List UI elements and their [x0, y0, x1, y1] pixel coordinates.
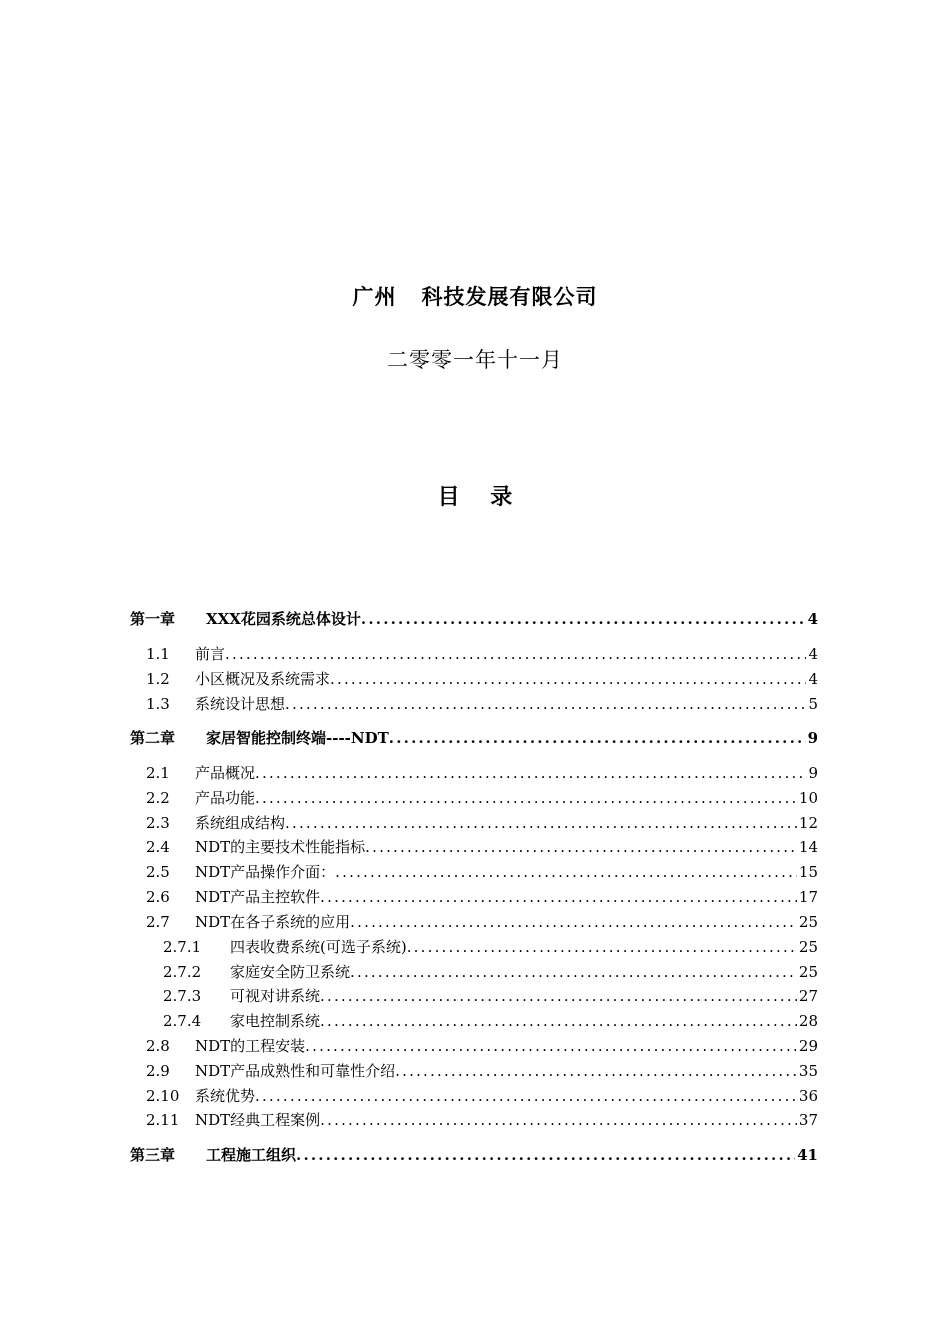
toc-entry-page-number: 28: [798, 1012, 818, 1030]
toc-entry-label: 工程施工组织: [206, 1146, 297, 1164]
toc-entry[interactable]: [130, 962, 818, 982]
toc-entry-page-number: 5: [808, 695, 818, 713]
toc-entry[interactable]: [130, 1036, 818, 1056]
toc-entry[interactable]: [130, 1110, 818, 1130]
toc-entry[interactable]: [130, 669, 818, 689]
toc-dot-leader: [350, 962, 797, 982]
toc-entry-number: 第一章: [130, 610, 176, 628]
toc-entry-number: 1.1: [146, 645, 170, 663]
toc-dot-leader: [320, 887, 797, 907]
toc-entry-page-number: 27: [798, 987, 818, 1005]
toc-entry-label: 系统设计思想: [195, 695, 286, 713]
document-date: 二零零一年十一月: [387, 348, 563, 372]
toc-dot-leader: [225, 644, 806, 664]
toc-entry[interactable]: [130, 813, 818, 833]
toc-entry-page-number: 29: [798, 1037, 818, 1055]
toc-entry-number: 2.7.3: [163, 987, 202, 1005]
toc-entry-number: 第二章: [130, 729, 176, 747]
toc-entry-number: 1.2: [146, 670, 170, 688]
toc-entry[interactable]: [130, 887, 818, 907]
toc-entry-number: 2.6: [146, 888, 170, 906]
toc-entry-label: 系统优势: [195, 1087, 256, 1105]
toc-entry-label: 家庭安全防卫系统: [230, 963, 351, 981]
toc-entry-label: 产品概况: [195, 764, 256, 782]
toc-entry-label: NDT经典工程案例: [195, 1111, 321, 1129]
toc-dot-leader: [361, 609, 806, 629]
toc-entry-label: NDT的主要技术性能指标: [195, 838, 366, 856]
toc-entry-page-number: 35: [798, 1062, 818, 1080]
toc-heading: 目 录: [437, 485, 513, 510]
toc-entry[interactable]: [130, 1011, 818, 1031]
toc-entry-label: 小区概况及系统需求: [195, 670, 331, 688]
toc-entry[interactable]: [130, 644, 818, 664]
toc-entry[interactable]: [130, 788, 818, 808]
toc-dot-leader: [365, 837, 797, 857]
toc-dot-leader: [320, 1011, 797, 1031]
toc-entry-number: 2.7.1: [163, 938, 202, 956]
toc-dot-leader: [305, 1036, 797, 1056]
toc-entry-number: 2.1: [146, 764, 170, 782]
toc-entry-number: 2.2: [146, 789, 170, 807]
toc-entry-page-number: 10: [798, 789, 818, 807]
toc-entry-page-number: 4: [808, 645, 818, 663]
toc-entry-label: NDT在各子系统的应用: [195, 913, 351, 931]
toc-chapter-entry[interactable]: [130, 609, 818, 629]
toc-entry-page-number: 25: [798, 963, 818, 981]
toc-entry-page-number: 41: [797, 1146, 818, 1164]
toc-dot-leader: [330, 669, 806, 689]
toc-entry-number: 2.7: [146, 913, 170, 931]
toc-dot-leader: [320, 1110, 797, 1130]
company-name: 广州 科技发展有限公司: [352, 285, 598, 309]
toc-dot-leader: [350, 912, 797, 932]
toc-entry-label: 家电控制系统: [230, 1012, 321, 1030]
toc-chapter-entry[interactable]: [130, 1145, 818, 1165]
toc-entry[interactable]: [130, 937, 818, 957]
toc-entry-label: 前言: [195, 645, 226, 663]
toc-entry-label: XXX花园系统总体设计: [206, 610, 361, 628]
toc-entry[interactable]: [130, 862, 818, 882]
toc-chapter-entry[interactable]: [130, 728, 818, 748]
toc-dot-leader: [389, 728, 806, 748]
toc-dot-leader: [285, 813, 797, 833]
toc-entry-number: 2.8: [146, 1037, 170, 1055]
toc-entry-page-number: 14: [798, 838, 818, 856]
toc-dot-leader: [255, 1086, 797, 1106]
toc-entry-label: 四表收费系统(可选子系统): [230, 938, 407, 956]
toc-entry-label: 家居智能控制终端----NDT: [206, 729, 389, 747]
toc-entry-page-number: 25: [798, 913, 818, 931]
toc-entry-number: 2.4: [146, 838, 170, 856]
toc-entry-page-number: 9: [807, 729, 818, 747]
toc-entry-number: 2.7.2: [163, 963, 202, 981]
toc-entry-page-number: 17: [798, 888, 818, 906]
toc-entry-label: NDT产品操作介面：: [195, 863, 336, 881]
toc-entry-number: 2.5: [146, 863, 170, 881]
toc-entry-number: 2.11: [146, 1111, 180, 1129]
toc-entry-number: 2.10: [146, 1087, 180, 1105]
toc-entry-number: 2.7.4: [163, 1012, 202, 1030]
toc-entry-page-number: 15: [798, 863, 818, 881]
toc-entry-number: 2.9: [146, 1062, 170, 1080]
toc-entry-page-number: 4: [808, 670, 818, 688]
toc-dot-leader: [296, 1145, 795, 1165]
toc-entry[interactable]: [130, 986, 818, 1006]
toc-dot-leader: [285, 694, 806, 714]
toc-entry[interactable]: [130, 1086, 818, 1106]
toc-dot-leader: [335, 862, 797, 882]
toc-entry-number: 2.3: [146, 814, 170, 832]
toc-entry-number: 1.3: [146, 695, 170, 713]
toc-entry[interactable]: [130, 837, 818, 857]
toc-entry-page-number: 12: [798, 814, 818, 832]
toc-entry-page-number: 36: [798, 1087, 818, 1105]
toc-entry-page-number: 4: [807, 610, 818, 628]
toc-entry[interactable]: [130, 1061, 818, 1081]
toc-entry[interactable]: [130, 763, 818, 783]
toc-entry-label: NDT产品主控软件: [195, 888, 321, 906]
toc-entry-page-number: 37: [798, 1111, 818, 1129]
toc-entry-label: NDT产品成熟性和可靠性介绍: [195, 1062, 396, 1080]
toc-entry-label: NDT的工程安装: [195, 1037, 306, 1055]
toc-entry-label: 产品功能: [195, 789, 256, 807]
toc-entry-page-number: 9: [808, 764, 818, 782]
toc-entry-label: 可视对讲系统: [230, 987, 321, 1005]
toc-dot-leader: [320, 986, 797, 1006]
toc-dot-leader: [255, 788, 797, 808]
toc-dot-leader: [255, 763, 806, 783]
toc-entry[interactable]: [130, 912, 818, 932]
toc-entry-label: 系统组成结构: [195, 814, 286, 832]
toc-dot-leader: [395, 1061, 797, 1081]
toc-dot-leader: [407, 937, 797, 957]
toc-entry-number: 第三章: [130, 1146, 176, 1164]
toc-entry-page-number: 25: [798, 938, 818, 956]
toc-entry[interactable]: [130, 694, 818, 714]
